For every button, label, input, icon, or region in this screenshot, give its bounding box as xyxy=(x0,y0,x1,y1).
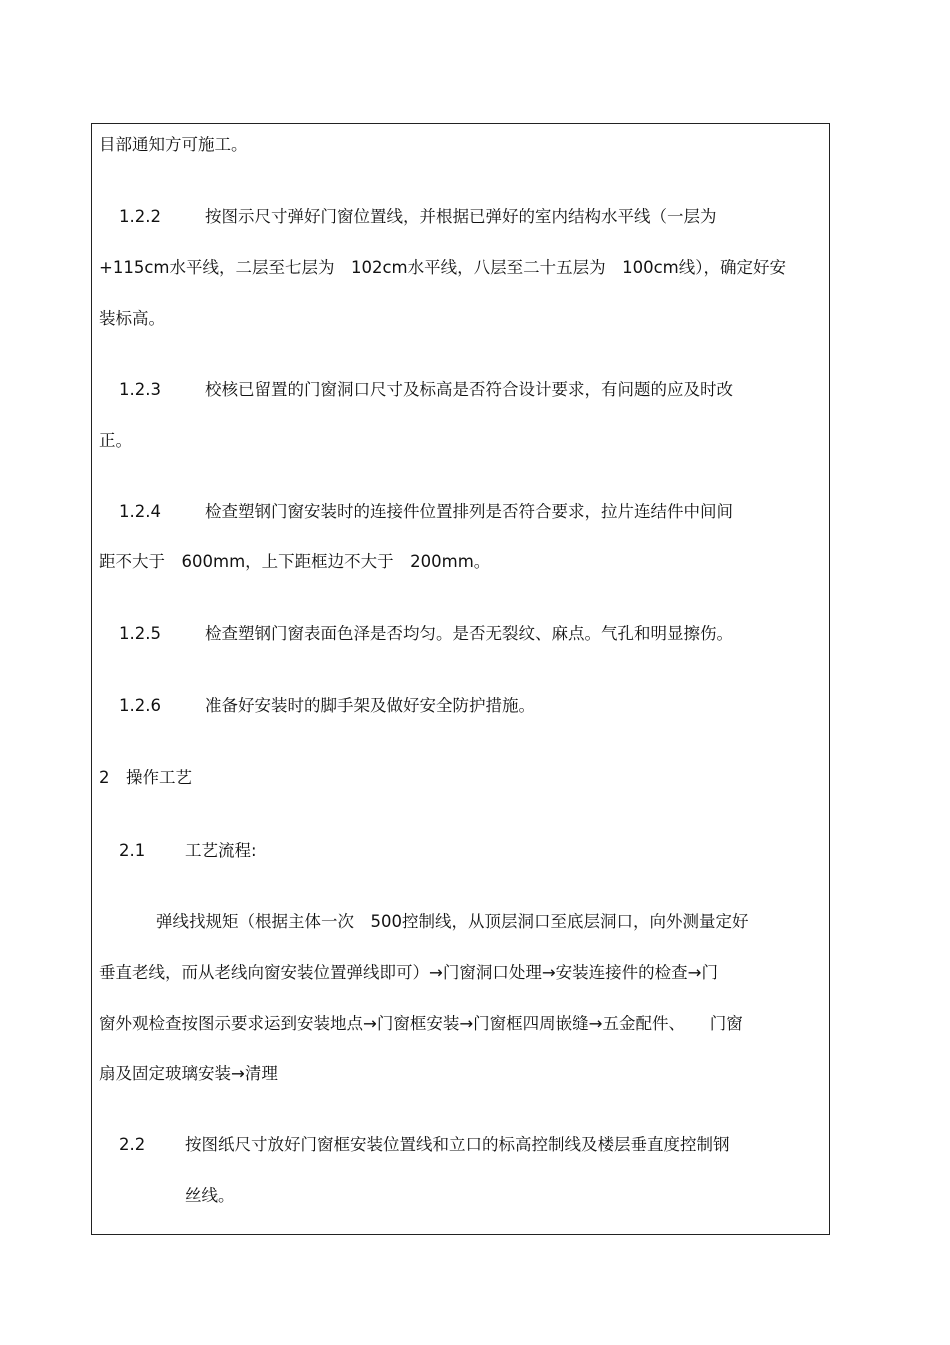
process-flow-line-1: 弹线找规矩（根据主体一次 500控制线，从顶层洞口至底层洞口，向外测量定好 xyxy=(156,912,749,931)
process-flow-line-3: 窗外观检查按图示要求运到安装地点→门窗框安装→门窗框四周嵌缝→五金配件、 门窗 xyxy=(99,1014,743,1033)
section-text-1-2-2-cont: +115cm水平线，二层至七层为 102cm水平线，八层至二十五层为 100cm线），确定好安 xyxy=(99,258,786,277)
process-flow-line-2: 垂直老线，而从老线向窗安装位置弹线即可）→门窗洞口处理→安装连接件的检查→门 xyxy=(99,963,718,982)
section-text-1-2-3-cont: 正。 xyxy=(99,431,132,450)
continued-text: 目部通知方可施工。 xyxy=(99,135,248,154)
section-number-1-2-6: 1.2.6 xyxy=(119,696,161,715)
section-number-1-2-4: 1.2.4 xyxy=(119,502,161,521)
section-text-1-2-2-end: 装标高。 xyxy=(99,309,165,328)
process-flow-line-4: 扇及固定玻璃安装→清理 xyxy=(99,1064,278,1083)
section-text-1-2-6: 准备好安装时的脚手架及做好安全防护措施。 xyxy=(205,696,535,715)
heading-operation-process: 2 操作工艺 xyxy=(99,768,192,787)
section-number-2-1: 2.1 xyxy=(119,841,146,860)
section-text-2-2: 按图纸尺寸放好门窗框安装位置线和立口的标高控制线及楼层垂直度控制钢 xyxy=(185,1135,730,1154)
section-text-1-2-4: 检查塑钢门窗安装时的连接件位置排列是否符合要求，拉片连结件中间间 xyxy=(205,502,733,521)
section-text-1-2-3: 校核已留置的门窗洞口尺寸及标高是否符合设计要求，有问题的应及时改 xyxy=(205,380,733,399)
section-number-1-2-5: 1.2.5 xyxy=(119,624,161,643)
section-number-2-2: 2.2 xyxy=(119,1135,146,1154)
section-number-1-2-2: 1.2.2 xyxy=(119,207,161,226)
section-text-1-2-4-cont: 距不大于 600mm，上下距框边不大于 200mm。 xyxy=(99,552,491,571)
section-text-2-2-cont: 丝线。 xyxy=(185,1186,235,1205)
section-number-1-2-3: 1.2.3 xyxy=(119,380,161,399)
section-text-2-1: 工艺流程: xyxy=(185,841,257,860)
section-text-1-2-5: 检查塑钢门窗表面色泽是否均匀。是否无裂纹、麻点。气孔和明显擦伤。 xyxy=(205,624,733,643)
section-text-1-2-2: 按图示尺寸弹好门窗位置线，并根据已弹好的室内结构水平线（一层为 xyxy=(205,207,717,226)
